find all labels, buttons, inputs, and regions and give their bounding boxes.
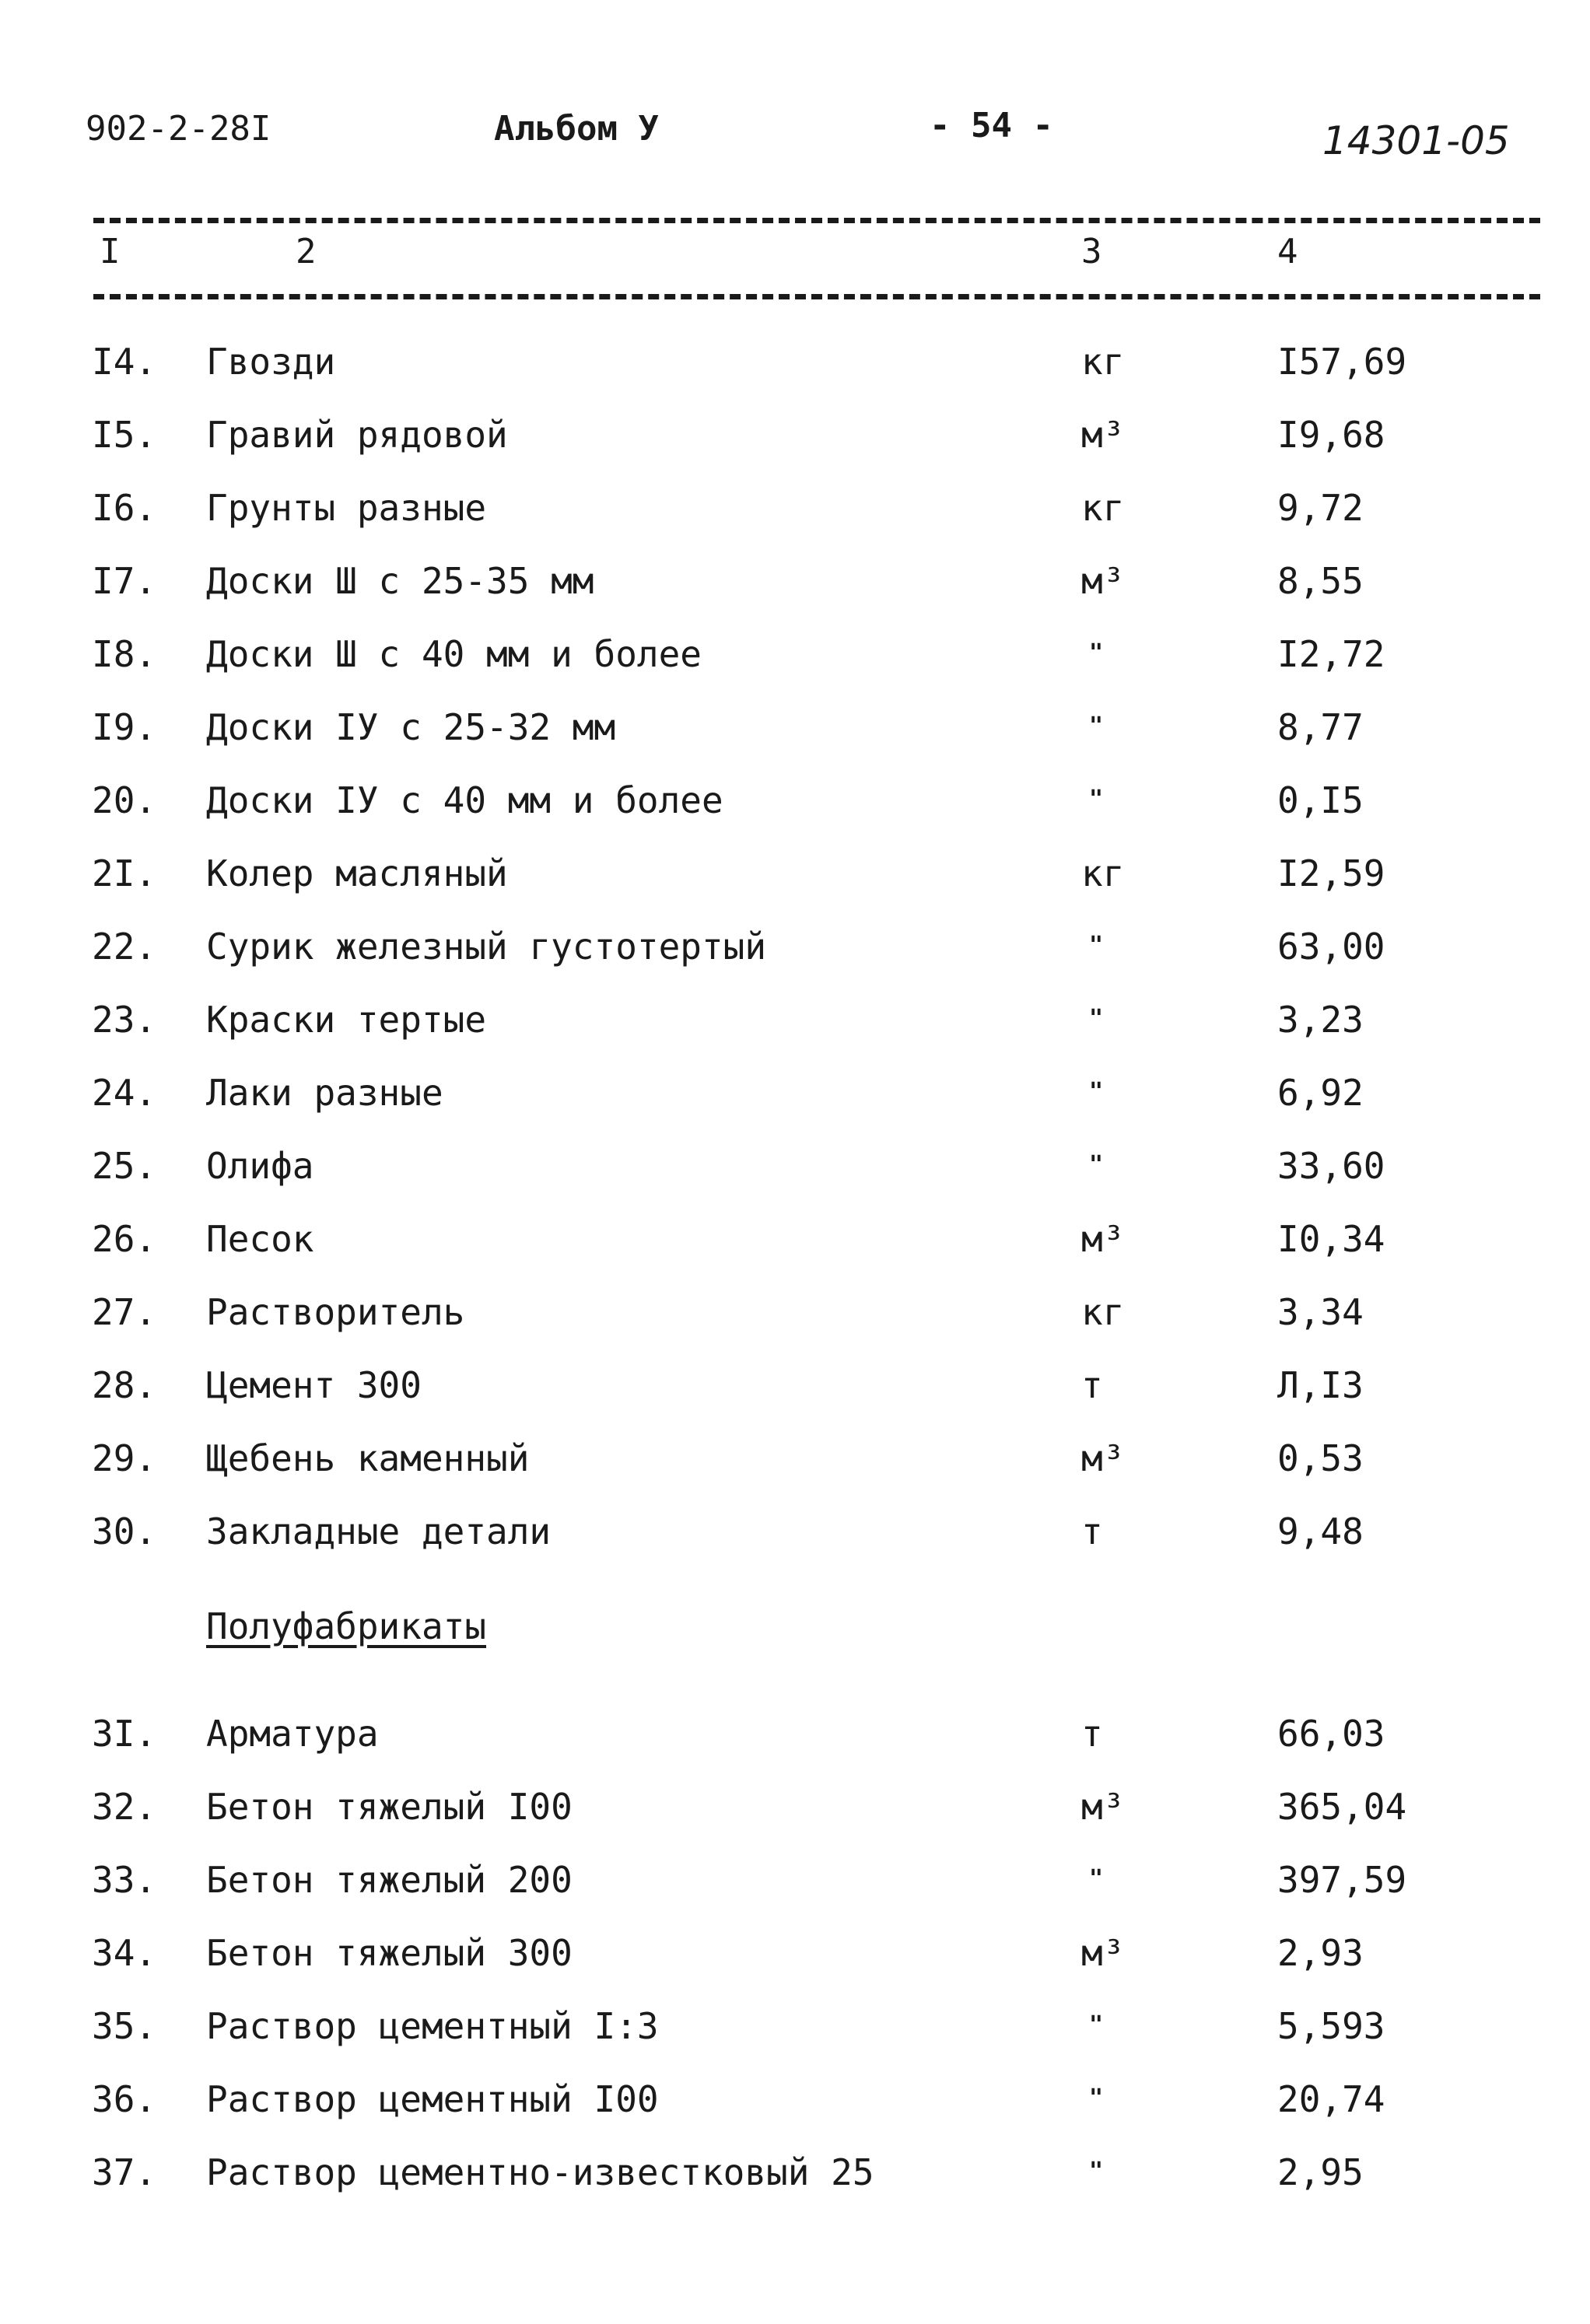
item-name: Раствор цементный I00 bbox=[206, 2078, 659, 2120]
item-value: 397,59 bbox=[1277, 1859, 1407, 1901]
item-value: 8,77 bbox=[1277, 706, 1364, 748]
table-row bbox=[0, 772, 1590, 845]
item-name: Доски Ш с 25-35 мм bbox=[206, 560, 594, 602]
table-row bbox=[0, 698, 1590, 772]
item-value: 5,593 bbox=[1277, 2005, 1385, 2047]
item-name: Раствор цементный I:3 bbox=[206, 2005, 659, 2047]
item-name: Закладные детали bbox=[206, 1510, 552, 1552]
item-name: Арматура bbox=[206, 1713, 379, 1755]
item-value: 20,74 bbox=[1277, 2078, 1385, 2120]
row-number: 36. bbox=[92, 2078, 157, 2120]
item-unit: кг bbox=[1081, 487, 1125, 529]
table-row bbox=[0, 845, 1590, 918]
row-number: I6. bbox=[92, 487, 157, 529]
row-number: 20. bbox=[92, 779, 157, 821]
item-unit: м³ bbox=[1081, 1437, 1125, 1479]
item-value: 6,92 bbox=[1277, 1072, 1364, 1114]
row-number: 30. bbox=[92, 1510, 157, 1552]
item-unit: м³ bbox=[1081, 560, 1125, 602]
item-name: Сурик железный густотертый bbox=[206, 926, 767, 968]
row-number: 35. bbox=[92, 2005, 157, 2047]
item-unit: " bbox=[1089, 712, 1104, 740]
item-value: 33,60 bbox=[1277, 1145, 1385, 1187]
item-value: I9,68 bbox=[1277, 414, 1385, 456]
semi-finished-table bbox=[0, 1705, 1590, 2217]
row-number: I8. bbox=[92, 633, 157, 675]
item-value: 9,48 bbox=[1277, 1510, 1364, 1552]
item-name: Бетон тяжелый I00 bbox=[206, 1786, 573, 1828]
item-name: Доски Ш с 40 мм и более bbox=[206, 633, 702, 675]
item-name: Цемент 300 bbox=[206, 1364, 422, 1406]
table-row bbox=[0, 1924, 1590, 1997]
dashed-rule-bottom bbox=[93, 294, 1540, 299]
item-unit: м³ bbox=[1081, 414, 1125, 456]
item-value: I2,59 bbox=[1277, 852, 1385, 894]
row-number: 33. bbox=[92, 1859, 157, 1901]
column-header-1: I bbox=[100, 232, 121, 271]
section-title: Полуфабрикаты bbox=[206, 1605, 487, 1647]
item-name: Доски IУ с 25-32 мм bbox=[206, 706, 616, 748]
column-header-4: 4 bbox=[1277, 232, 1298, 271]
item-unit: кг bbox=[1081, 341, 1125, 383]
item-value: 3,34 bbox=[1277, 1291, 1364, 1333]
item-unit: т bbox=[1081, 1364, 1103, 1406]
table-row bbox=[0, 625, 1590, 698]
item-unit: кг bbox=[1081, 1291, 1125, 1333]
row-number: 24. bbox=[92, 1072, 157, 1114]
table-row bbox=[0, 1064, 1590, 1137]
dashed-rule-top bbox=[93, 218, 1540, 223]
item-unit: м³ bbox=[1081, 1932, 1125, 1974]
item-unit: кг bbox=[1081, 852, 1125, 894]
row-number: 3I. bbox=[92, 1713, 157, 1755]
table-row bbox=[0, 1705, 1590, 1778]
table-row bbox=[0, 552, 1590, 625]
row-number: 34. bbox=[92, 1932, 157, 1974]
table-row bbox=[0, 333, 1590, 406]
item-name: Бетон тяжелый 300 bbox=[206, 1932, 573, 1974]
table-row bbox=[0, 1137, 1590, 1210]
table-row bbox=[0, 918, 1590, 991]
item-name: Раствор цементно-известковый 25 bbox=[206, 2151, 874, 2193]
item-unit: т bbox=[1081, 1713, 1103, 1755]
table-row bbox=[0, 2070, 1590, 2144]
item-value: 365,04 bbox=[1277, 1786, 1407, 1828]
item-value: 0,53 bbox=[1277, 1437, 1364, 1479]
item-name: Песок bbox=[206, 1218, 314, 1260]
item-unit: " bbox=[1089, 1078, 1104, 1105]
item-name: Олифа bbox=[206, 1145, 314, 1187]
table-row bbox=[0, 1210, 1590, 1283]
album-label: Альбом У bbox=[494, 109, 659, 149]
item-name: Щебень каменный bbox=[206, 1437, 530, 1479]
row-number: 27. bbox=[92, 1291, 157, 1333]
table-row bbox=[0, 479, 1590, 552]
table-row bbox=[0, 406, 1590, 479]
item-unit: " bbox=[1089, 1151, 1104, 1178]
item-unit: " bbox=[1089, 1865, 1104, 1892]
item-value: I2,72 bbox=[1277, 633, 1385, 675]
item-unit: " bbox=[1089, 786, 1104, 813]
row-number: 25. bbox=[92, 1145, 157, 1187]
item-name: Растворитель bbox=[206, 1291, 465, 1333]
row-number: 32. bbox=[92, 1786, 157, 1828]
item-unit: м³ bbox=[1081, 1218, 1125, 1260]
row-number: 22. bbox=[92, 926, 157, 968]
item-value: I57,69 bbox=[1277, 341, 1407, 383]
row-number: I4. bbox=[92, 341, 157, 383]
table-row bbox=[0, 1997, 1590, 2070]
row-number: 23. bbox=[92, 999, 157, 1041]
row-number: I9. bbox=[92, 706, 157, 748]
item-name: Лаки разные bbox=[206, 1072, 443, 1114]
table-row bbox=[0, 2144, 1590, 2217]
materials-table bbox=[0, 333, 1590, 1576]
table-row bbox=[0, 1283, 1590, 1356]
table-row bbox=[0, 1851, 1590, 1924]
row-number: 29. bbox=[92, 1437, 157, 1479]
table-row bbox=[0, 1430, 1590, 1503]
handwritten-number: 14301-05 bbox=[1322, 118, 1510, 163]
item-name: Бетон тяжелый 200 bbox=[206, 1859, 573, 1901]
item-name: Краски тертые bbox=[206, 999, 487, 1041]
column-header-2: 2 bbox=[296, 232, 317, 271]
item-name: Гравий рядовой bbox=[206, 414, 508, 456]
item-value: 0,I5 bbox=[1277, 779, 1364, 821]
item-name: Доски IУ с 40 мм и более bbox=[206, 779, 723, 821]
item-value: 2,93 bbox=[1277, 1932, 1364, 1974]
item-unit: " bbox=[1089, 2084, 1104, 2112]
doc-code: 902-2-28I bbox=[86, 109, 271, 149]
item-unit: " bbox=[1089, 932, 1104, 959]
item-name: Гвозди bbox=[206, 341, 336, 383]
column-header-3: 3 bbox=[1081, 232, 1102, 271]
table-row bbox=[0, 1778, 1590, 1851]
row-number: 2I. bbox=[92, 852, 157, 894]
row-number: 37. bbox=[92, 2151, 157, 2193]
row-number: I7. bbox=[92, 560, 157, 602]
item-unit: " bbox=[1089, 2158, 1104, 2185]
item-value: 9,72 bbox=[1277, 487, 1364, 529]
item-value: 2,95 bbox=[1277, 2151, 1364, 2193]
table-row bbox=[0, 1356, 1590, 1430]
item-value: I0,34 bbox=[1277, 1218, 1385, 1260]
item-value: Л,I3 bbox=[1277, 1364, 1364, 1406]
table-row bbox=[0, 1503, 1590, 1576]
row-number: 26. bbox=[92, 1218, 157, 1260]
item-unit: " bbox=[1089, 1005, 1104, 1032]
item-value: 3,23 bbox=[1277, 999, 1364, 1041]
item-unit: м³ bbox=[1081, 1786, 1125, 1828]
item-value: 66,03 bbox=[1277, 1713, 1385, 1755]
item-name: Колер масляный bbox=[206, 852, 508, 894]
table-row bbox=[0, 991, 1590, 1064]
item-value: 8,55 bbox=[1277, 560, 1364, 602]
item-value: 63,00 bbox=[1277, 926, 1385, 968]
row-number: I5. bbox=[92, 414, 157, 456]
page-number: - 54 - bbox=[930, 106, 1053, 145]
item-unit: " bbox=[1089, 2011, 1104, 2039]
row-number: 28. bbox=[92, 1364, 157, 1406]
item-name: Грунты разные bbox=[206, 487, 487, 529]
item-unit: " bbox=[1089, 639, 1104, 667]
item-unit: т bbox=[1081, 1510, 1103, 1552]
